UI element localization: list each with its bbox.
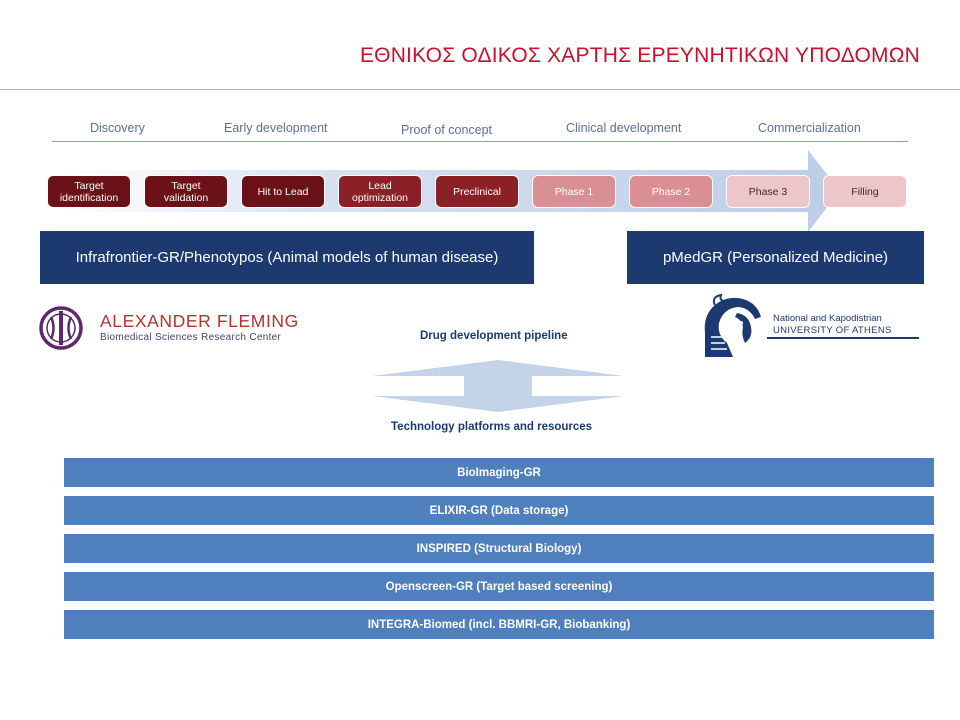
phase-label-commercialization: Commercialization xyxy=(758,121,861,135)
stage-label-line2: validation xyxy=(163,191,209,204)
caption-platforms: Technology platforms and resources xyxy=(391,421,593,433)
phase-label-clinical-development: Clinical development xyxy=(566,121,682,135)
platform-inspired: INSPIRED (Structural Biology) xyxy=(64,534,934,563)
stage-filling xyxy=(824,176,906,207)
stage-hit-to-lead xyxy=(242,176,324,207)
stage-preclinical xyxy=(436,176,518,207)
athens-underline xyxy=(767,337,919,339)
stage-label: Phase 2 xyxy=(651,185,691,198)
platform-integra-biomed: INTEGRA-Biomed (incl. BBMRI-GR, Biobanking) xyxy=(64,610,934,639)
double-arrow-shape xyxy=(372,360,624,412)
fleming-subtitle: Biomedical Sciences Research Center xyxy=(100,332,282,343)
platform-openscreen: Openscreen-GR (Target based screening) xyxy=(64,572,934,601)
stage-phase-2 xyxy=(630,176,712,207)
stage-label: Phase 1 xyxy=(554,185,594,198)
phase-label-discovery: Discovery xyxy=(90,121,145,135)
stage-label-line1: Lead xyxy=(368,179,392,192)
stage-phase-3 xyxy=(727,176,809,207)
athens-name-line1: National and Kapodistrian xyxy=(773,313,882,324)
caption-pipeline: Drug development pipeline xyxy=(420,330,568,342)
stage-target-validation xyxy=(145,176,227,207)
athena-helmet-icon xyxy=(697,293,767,359)
stage-lead-optimization xyxy=(339,176,421,207)
platform-bioimaging: BioImaging-GR xyxy=(64,458,934,487)
phase-label-early-development: Early development xyxy=(224,121,328,135)
stage-label: Phase 3 xyxy=(748,185,788,198)
stage-target-identification xyxy=(48,176,130,207)
stage-phase-1 xyxy=(533,176,615,207)
platform-elixir: ELIXIR-GR (Data storage) xyxy=(64,496,934,525)
double-arrow xyxy=(372,358,630,414)
athens-logo xyxy=(697,293,927,359)
stage-label: Filling xyxy=(851,185,879,198)
stage-label-line1: Target xyxy=(74,179,104,192)
page-title: ΕΘΝΙΚΟΣ ΟΔΙΚΟΣ ΧΑΡΤΗΣ ΕΡΕΥΝΗΤΙΚΩΝ ΥΠΟΔΟΜΩΝ xyxy=(359,44,920,67)
fleming-emblem-icon xyxy=(38,305,84,351)
phase-label-proof-of-concept: Proof of concept xyxy=(401,123,493,137)
stage-label-line2: optimization xyxy=(351,191,409,204)
stage-label: Hit to Lead xyxy=(257,185,309,198)
fleming-name: ALEXANDER FLEMING xyxy=(100,311,299,331)
stage-label: Preclinical xyxy=(453,185,501,198)
stage-label-line2: identification xyxy=(59,191,119,204)
band-infrafrontier: Infrafrontier-GR/Phenotypos (Animal models of human disease) xyxy=(40,231,534,284)
fleming-logo xyxy=(38,305,308,350)
band-pmedgr: pMedGR (Personalized Medicine) xyxy=(627,231,924,284)
athens-name-line2: UNIVERSITY OF ATHENS xyxy=(773,325,892,336)
stage-label-line1: Target xyxy=(171,179,201,192)
